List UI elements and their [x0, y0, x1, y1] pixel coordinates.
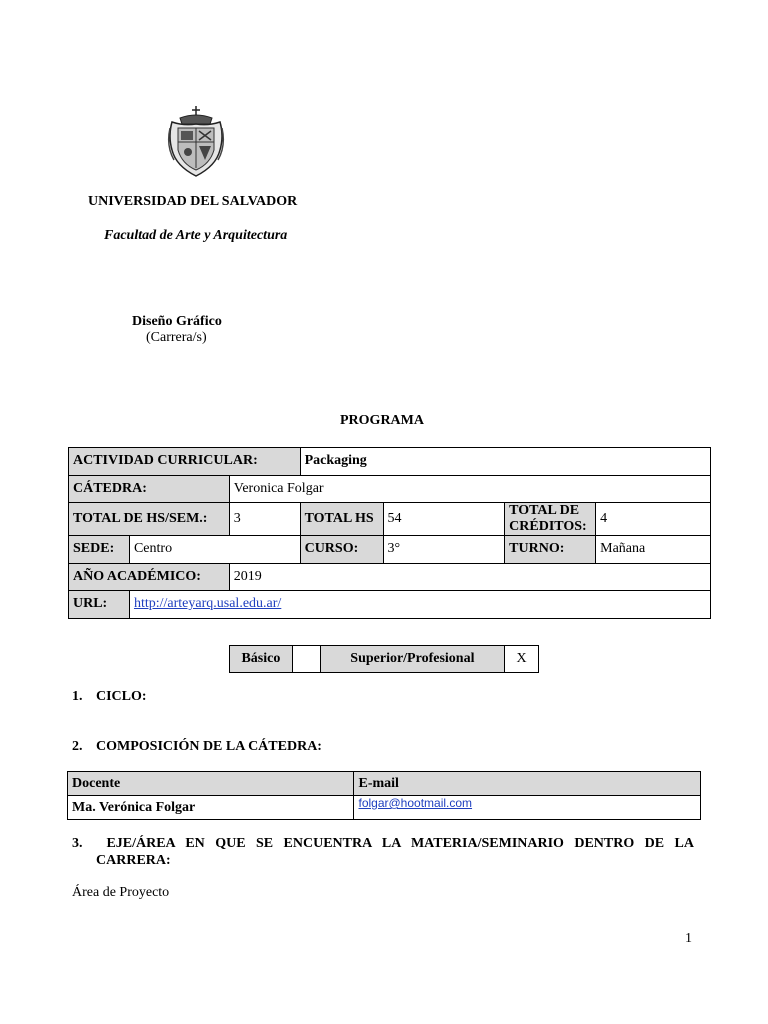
catedra-label: CÁTEDRA:	[69, 475, 230, 503]
total-hs-label: TOTAL HS	[300, 503, 383, 536]
section-ciclo-heading	[72, 689, 147, 705]
section-eje-heading	[72, 836, 694, 852]
staff-header-row	[68, 772, 701, 796]
actividad-label: ACTIVIDAD CURRICULAR:	[69, 448, 301, 476]
url-label: URL:	[69, 591, 130, 619]
section-number: 3.	[72, 836, 83, 851]
curso-value: 3°	[383, 536, 505, 564]
email-link[interactable]: folgar@hootmail.com	[358, 796, 473, 810]
creditos-value: 4	[596, 503, 711, 536]
row-horas	[69, 503, 711, 536]
section-composicion-heading	[72, 739, 322, 755]
curso-label: CURSO:	[300, 536, 383, 564]
ciclo-selection-table	[229, 645, 539, 673]
anio-value: 2019	[229, 563, 710, 591]
career-name: Diseño Gráfico	[132, 314, 222, 329]
area-text: Área de Proyecto	[72, 885, 170, 900]
turno-value: Mañana	[596, 536, 711, 564]
row-catedra	[69, 475, 711, 503]
turno-label: TURNO:	[505, 536, 596, 564]
hs-sem-label: TOTAL DE HS/SEM.:	[69, 503, 230, 536]
row-actividad	[69, 448, 711, 476]
superior-label: Superior/Profesional	[320, 646, 504, 673]
course-info-table	[68, 447, 711, 619]
section-title: CICLO:	[96, 689, 147, 704]
university-crest-logo	[166, 106, 226, 178]
basico-mark[interactable]	[292, 646, 320, 673]
row-url	[69, 591, 711, 619]
faculty-name: Facultad de Arte y Arquitectura	[104, 228, 288, 243]
section-eje-heading-line2: CARRERA:	[96, 853, 171, 868]
url-cell	[129, 591, 710, 619]
basico-label: Básico	[230, 646, 293, 673]
hs-sem-value: 3	[229, 503, 300, 536]
page-number: 1	[685, 931, 692, 946]
table-row	[68, 796, 701, 820]
row-anio	[69, 563, 711, 591]
section-title-line1: EJE/ÁREA EN QUE SE ENCUENTRA LA MATERIA/SEMINARIO DENTRO DE LA	[106, 836, 695, 851]
document-title: PROGRAMA	[340, 413, 424, 428]
university-name: UNIVERSIDAD DEL SALVADOR	[88, 194, 298, 209]
col-docente: Docente	[68, 772, 354, 796]
sede-value: Centro	[129, 536, 300, 564]
superior-mark[interactable]: X	[505, 646, 539, 673]
col-email: E-mail	[354, 772, 701, 796]
section-number: 2.	[72, 739, 83, 754]
url-link[interactable]: http://arteyarq.usal.edu.ar/	[133, 596, 282, 612]
career-note: (Carrera/s)	[146, 330, 207, 345]
catedra-value: Veronica Folgar	[229, 475, 710, 503]
anio-label: AÑO ACADÉMICO:	[69, 563, 230, 591]
staff-table	[67, 771, 701, 820]
email-cell	[354, 796, 701, 820]
section-number: 1.	[72, 689, 83, 704]
row-sede	[69, 536, 711, 564]
sede-label: SEDE:	[69, 536, 130, 564]
creditos-label: TOTAL DE CRÉDITOS:	[505, 503, 596, 536]
actividad-value: Packaging	[300, 448, 710, 476]
docente-name: Ma. Verónica Folgar	[68, 796, 354, 820]
total-hs-value: 54	[383, 503, 505, 536]
section-title: COMPOSICIÓN DE LA CÁTEDRA:	[96, 739, 322, 754]
